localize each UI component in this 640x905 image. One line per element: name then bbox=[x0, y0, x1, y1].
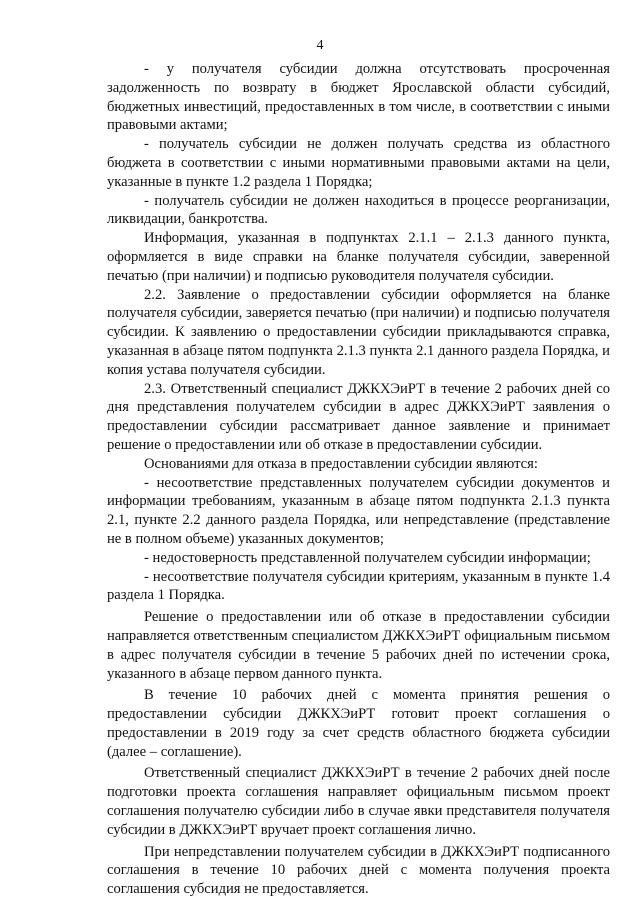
page-number: 4 bbox=[316, 38, 324, 53]
paragraph: - получатель субсидии не должен получать средства из областного бюджета в соответствии с иными нормативными правовыми актами на цели, указанные в пункте 1.2 раздела 1 Порядка; bbox=[107, 136, 610, 190]
paragraph: Основаниями для отказа в предоставлении субсидии являются: bbox=[144, 455, 538, 472]
paragraph: 2.3. Ответственный специалист ДЖКХЭиРТ в течение 2 рабочих дней со дня представления получателем субсидии в адрес ДЖКХЭиРТ заявления о предоставлении субсидии рассматривает данное заявление и принимает решение о предоставлении или об отказе в предоставлении субсидии. bbox=[107, 380, 610, 453]
paragraph: В течение 10 рабочих дней с момента принятия решения о предоставлении субсидии ДЖКХЭиРТ готовит проект соглашения о предоставлении в 2019 году за счет средств областного бюджета субсидии (далее – соглашение). bbox=[107, 687, 610, 760]
paragraph: При непредставлении получателем субсидии в ДЖКХЭиРТ подписанного соглашения в течение 10 рабочих дней с момента получения проекта соглашения субсидия не предоставляется. bbox=[107, 843, 610, 898]
paragraph: - недостоверность представленной получателем субсидии информации; bbox=[144, 549, 591, 566]
paragraph: Информация, указанная в подпунктах 2.1.1 – 2.1.3 данного пункта, оформляется в виде справки на бланке получателя субсидии, заверенной печатью (при наличии) и подписью руководителя получателя субсидии. bbox=[107, 230, 610, 284]
paragraph: Ответственный специалист ДЖКХЭиРТ в течение 2 рабочих дней после подготовки проекта соглашения направляет официальным письмом проект соглашения получателю субсидии либо в случае явки представителя получателя субсидии в ДЖКХЭиРТ вручает проект соглашения лично. bbox=[107, 765, 610, 838]
paragraph: Решение о предоставлении или об отказе в предоставлении субсидии направляется ответственным специалистом ДЖКХЭиРТ официальным письмом в адрес получателя субсидии в течение 5 рабочих дней по истечении срока, указанного в абзаце первом данного пункта. bbox=[107, 609, 610, 682]
paragraph: 2.2. Заявление о предоставлении субсидии оформляется на бланке получателя субсидии, заверяется печатью (при наличии) и подписью получателя субсидии. К заявлению о предоставлении субсидии прикладываются справка, указанная в абзаце пятом подпункта 2.1.3 пункта 2.1 данного раздела Порядка, и копия устава получателя субсидии. bbox=[107, 286, 610, 378]
paragraph: - несоответствие представленных получателем субсидии документов и информации требованиям, указанным в абзаце пятом подпункта 2.1.3 пункта 2.1, пункте 2.2 данного раздела Порядка, или непредставление (представление не в полном объеме) указанных документов; bbox=[107, 474, 610, 547]
body-text bbox=[107, 60, 610, 899]
paragraph: - несоответствие получателя субсидии критериям, указанным в пункте 1.4 раздела 1 Порядка. bbox=[107, 568, 610, 604]
paragraph: - получатель субсидии не должен находиться в процессе реорганизации, ликвидации, банкротства. bbox=[107, 192, 610, 228]
paragraph: - у получателя субсидии должна отсутствовать просроченная задолженность по возврату в бюджет Ярославской области субсидий, бюджетных инвестиций, предоставленных в том числе, в соответствии с иными правовыми актами; bbox=[107, 61, 610, 134]
